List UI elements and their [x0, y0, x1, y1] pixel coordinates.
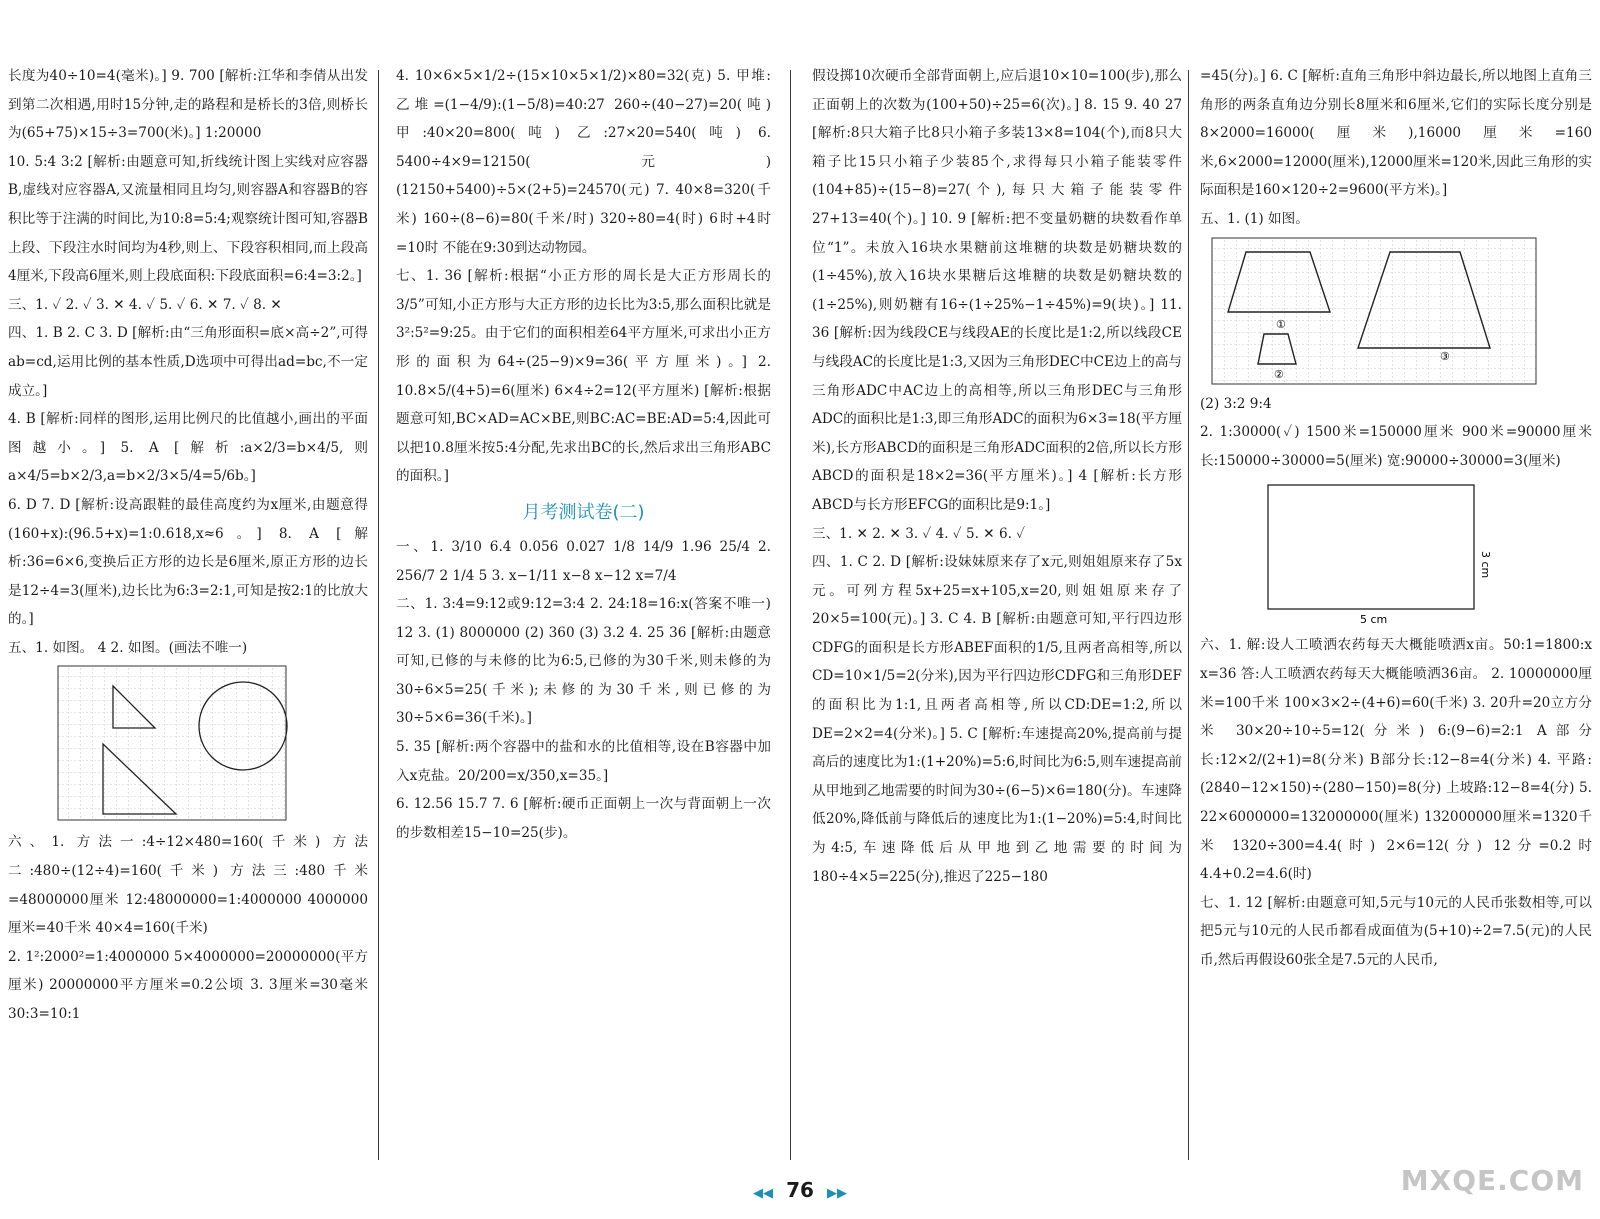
answer-paragraph: 6. 12.56 15.7 7. 6 [解析:硬币正面朝上一次与背面朝上一次的步数相差15−10=25(步)。 [396, 796, 771, 841]
answer-paragraph: (2) 3:2 9:4 [1200, 395, 1272, 412]
grid-figure-1 [8, 664, 288, 824]
page-number: 76 [786, 1178, 814, 1202]
grid-figure-trapezoids [1200, 236, 1580, 386]
column-divider-3 [1188, 70, 1189, 1160]
answer-paragraph: 三、1. ✕ 2. ✕ 3. ✓ 4. ✓ 5. ✕ 6. ✓ [812, 525, 1026, 542]
answer-paragraph: 4. B [解析:同样的图形,运用比例尺的比值越小,画出的平面图越小。] 5. A [解析:a×2/3=b×4/5,则a×4/5=b×2/3,a=b×2/3×5/4=5/6b。] [8, 411, 368, 485]
column-divider-1 [378, 70, 379, 1160]
figure-label: ③ [1440, 349, 1450, 363]
answer-paragraph: 六、1. 解:设人工喷洒农药每天大概能喷洒x亩。50:1=1800:x x=36 答:人工喷洒农药每天大概能喷洒36亩。 2. 10000000厘米=100千米 100×3×2÷(4+6)=60(千米) 3. 20升=20立方分米 30×20÷10÷5=12(分米) 6:(9−6)=2:1 A部分长:12×2/(2+1)=8(分米) B部分长:12−8=4(分米) 4. 平路:(2840−12×150)÷(280−150)=8(分) 上坡路:12−8=4(分) 5. 22×6000000=132000000(厘米) 132000000厘米=1320千米 1320÷300=4.4(时) 2×6=12(分) 12分=0.2时 4.4+0.2=4.6(时) [1200, 637, 1592, 883]
figure-label: ① [1276, 317, 1286, 331]
section-title: 月考测试卷(二) [522, 501, 645, 523]
answer-column-4 [1200, 62, 1592, 974]
answer-paragraph: 2. 1²:2000²=1:4000000 5×4000000=20000000(平方厘米) 20000000平方厘米=0.2公顷 3. 3厘米=30毫米 30:3=10:1 [8, 948, 368, 1023]
answer-paragraph: 六、1. 方法一:4÷12×480=160(千米) 方法二:480÷(12÷4)=160(千米) 方法三:480千米=48000000厘米 12:48000000=1:4000000 4000000厘米=40千米 40×4=160(千米) [8, 834, 368, 937]
answer-paragraph: 五、1. 如图。 4 2. 如图。(画法不唯一) [8, 639, 248, 656]
answer-paragraph: 10. 5:4 3:2 [解析:由题意可知,折线统计图上实线对应容器B,虚线对应容器A,又流量相同且均匀,则容器A和容器B的容积比等于注满的时间比,为10:8=5:4;观察统计图可知,容器B上段、下段注水时间均为4秒,则上、下段容积相同,而上段高4厘米,下段高6厘米,则上段底面积:下段底面积=6:4=3:2。] [8, 153, 368, 285]
answer-paragraph: 五、1. (1) 如图。 [1200, 210, 1309, 227]
answer-paragraph: =45(分)。] 6. C [解析:直角三角形中斜边最长,所以地图上直角三角形的两条直角边分别长8厘米和6厘米,它们的实际长度分别是8×2000=16000(厘米),16000厘米=160米,6×2000=12000(厘米),12000厘米=120米,因此三角形的实际面积是160×120÷2=9600(平方米)。] [1200, 68, 1592, 199]
page-footer [0, 1178, 1600, 1202]
answer-paragraph: 二、1. 3:4=9:12或9:12=3:4 2. 24:18=16:x(答案不唯一) 12 3. (1) 8000000 (2) 360 (3) 3.2 4. 25 36 [解析:由题意可知,已修的与未修的比为6:5,已修的为30千米,则未修的为30÷6×5=25(千米);未修的为30千米,则已修的为30÷5×6=36(千米)。] [396, 596, 771, 727]
rectangle-figure [1200, 477, 1580, 627]
right-arrow-icon: ▶▶ [827, 1186, 848, 1201]
watermark: MXQE.COM [1400, 1164, 1584, 1197]
answer-paragraph: 假设掷10次硬币全部背面朝上,应后退10×10=100(步),那么正面朝上的次数为(100+50)÷25=6(次)。] 8. 15 9. 40 27 [解析:8只大箱子比8只小箱子多装13×8=104(个),而8只大箱子比15只小箱子少装85个,求得每只小箱子能装零件(104+85)÷(15−8)=27(个),每只大箱子能装零件27+13=40(个)。] 10. 9 [解析:把不变量奶糖的块数看作单位“1”。未放入16块水果糖前这堆糖的块数是奶糖块数的(1÷45%),放入16块水果糖后这堆糖的块数是奶糖块数的(1÷25%),则奶糖有16÷(1÷25%−1÷45%)=9(块)。] 11. 36 [解析:因为线段CE与线段AE的长度比是1:2,所以线段CE与线段AC的长度比是1:3,又因为三角形DEC中CE边上的高与三角形ADC中AC边上的高相等,所以三角形DEC与三角形ADC的面积比是1:3,即三角形ADC的面积为6×3=18(平方厘米),长方形ABCD的面积是三角形ADC面积的2倍,所以长方形ABCD的面积是18×2=36(平方厘米)。] 4 [解析:长方形ABCD与长方形EFCG的面积比是9:1。] [812, 68, 1182, 513]
answer-paragraph: 四、1. B 2. C 3. D [解析:由“三角形面积=底×高÷2”,可得ab=cd,运用比例的基本性质,D选项中可得出ad=bc,不一定成立。] [8, 325, 368, 399]
answer-paragraph: 一、1. 3/10 6.4 0.056 0.027 1/8 14/9 1.96 25/4 2. 256/7 2 1/4 5 3. x−1/11 x−8 x−12 x=7/4 [396, 538, 771, 584]
answer-paragraph: 七、1. 36 [解析:根据“小正方形的周长是大正方形周长的3/5”可知,小正方形与大正方形的边长比为3:5,那么面积比就是3²:5²=9:25。由于它们的面积相差64平方厘米,可求出小正方形的面积为64÷(25−9)×9=36(平方厘米)。] 2. 10.8×5/(4+5)=6(厘米) 6×4÷2=12(平方厘米) [解析:根据题意可知,BC×AD=AC×BE,则BC:AC=BE:AD=5:4,因此可以把10.8厘米按5:4分配,先求出BC的长,然后求出三角形ABC的面积。] [396, 268, 771, 485]
answer-paragraph: 4. 10×6×5×1/2÷(15×10×5×1/2)×80=32(克) 5. 甲堆:乙堆=(1−4/9):(1−5/8)=40:27 260÷(40−27)=20(吨) 甲:40×20=800(吨) 乙:27×20=540(吨) 6. 5400÷4×9=12150(元) (12150+5400)÷5×(2+5)=24570(元) 7. 40×8=320(千米) 160÷(8−6)=80(千米/时) 320÷80=4(时) 6时+4时=10时 不能在9:30到达动物园。 [396, 68, 771, 256]
answer-paragraph: 5. 35 [解析:两个容器中的盐和水的比值相等,设在B容器中加入x克盐。20/200=x/350,x=35。] [396, 739, 771, 784]
rect-height-label: 3 cm [1479, 551, 1492, 579]
answer-column-2 [396, 62, 771, 847]
answer-paragraph: 长度为40÷10=4(毫米)。] 9. 700 [解析:江华和李倩从出发到第二次相遇,用时15分钟,走的路程和是桥长的3倍,则桥长为(65+75)×15÷3=700(米)。] 1:20000 [8, 68, 368, 142]
answer-paragraph: 6. D 7. D [解析:设高跟鞋的最佳高度约为x厘米,由题意得(160+x):(96.5+x)=1:0.618,x≈6。] 8. A [解析:36=6×6,变换后正方形的边长是6厘米,原正方形的边长是12÷4=3(厘米),边长比为6:3=2:1,可知是按2:1的比放大的。] [8, 496, 368, 628]
answer-column-3 [812, 62, 1182, 891]
left-arrow-icon: ◀◀ [752, 1186, 773, 1201]
answer-paragraph: 四、1. C 2. D [解析:设妹妹原来存了x元,则姐姐原来存了5x元。可列方程5x+25=x+105,x=20,则姐姐原来存了20×5=100(元)。] 3. C 4. B [解析:由题意可知,平行四边形CDFG的面积是长方形ABEF面积的1/5,且两者高相等,所以CD=10×1/5=2(分米),因为平行四边形CDFG和三角形DEF的面积比为1:1,且两者高相等,所以CD:DE=1:2,所以DE=2×2=4(分米)。] 5. C [解析:车速提高20%,提高前与提高后的速度比为1:(1+20%)=5:6,时间比为6:5,则车速提高前从甲地到乙地需要的时间为30÷(6−5)×6=180(分)。车速降低20%,降低前与降低后的速度比为1:(1−20%)=5:4,时间比为4:5,车速降低后从甲地到乙地需要的时间为180÷4×5=225(分),推迟了225−180 [812, 554, 1182, 885]
rect-width-label: 5 cm [1360, 613, 1388, 627]
answer-paragraph: 三、1. ✓ 2. ✓ 3. ✕ 4. ✓ 5. ✓ 6. ✕ 7. ✓ 8. ✕ [8, 296, 282, 313]
answer-column-1 [8, 62, 368, 1029]
figure-label: ② [1274, 367, 1284, 381]
answer-paragraph: 2. 1:30000(✓) 1500米=150000厘米 900米=90000厘米 长:150000÷30000=5(厘米) 宽:90000÷30000=3(厘米) [1200, 424, 1592, 469]
column-divider-2 [790, 70, 791, 1160]
answer-paragraph: 七、1. 12 [解析:由题意可知,5元与10元的人民币张数相等,可以把5元与10元的人民币都看成面值为(5+10)÷2=7.5(元)的人民币,然后再假设60张全是7.5元的人民币, [1200, 894, 1592, 968]
